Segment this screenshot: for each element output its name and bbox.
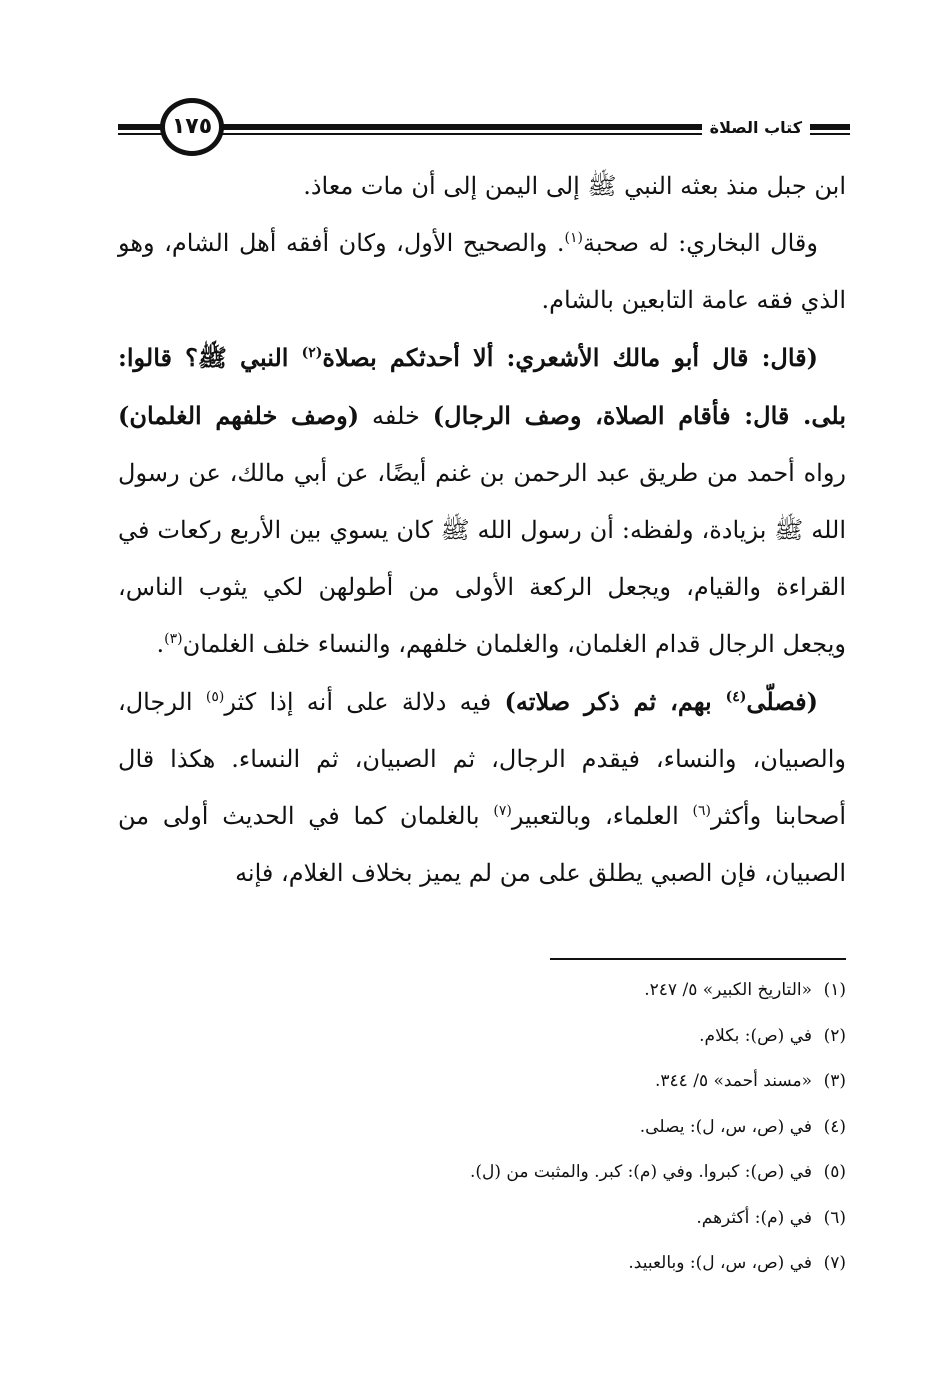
running-title-box [702, 112, 810, 142]
paragraph-3-bold-c: (وصف خلفهم الغلمان) [118, 401, 360, 430]
footnote-text: «التاريخ الكبير» ٥/ ٢٤٧. [644, 980, 812, 1000]
paragraph-4-bold-a: (فصلّى [746, 687, 819, 716]
footnote-ref-7: (٧) [493, 803, 512, 819]
footnote-number: (٧) [823, 1253, 846, 1273]
page-number-ring [160, 98, 224, 156]
paragraph-3-end: . [156, 630, 165, 658]
paragraph-2 [118, 215, 846, 329]
footnote-ref-6: (٦) [692, 803, 711, 819]
paragraph-4 [118, 673, 846, 902]
footnote-text: في (م): أكثرهم. [696, 1207, 812, 1228]
page-number: ١٧٥ [171, 114, 213, 139]
page-header [118, 98, 850, 158]
paragraph-2-text-b: . والصحيح الأول، وكان أفقه أهل الشام، وهو الذي فقه عامة التابعين بالشام. [118, 229, 846, 314]
footnote-rule [550, 958, 846, 960]
paragraph-4-plain-a: فيه دلالة على أنه إذا كثر [224, 688, 505, 716]
paragraph-3 [118, 329, 846, 673]
footnote-5 [300, 1150, 846, 1196]
footnote-6 [300, 1196, 846, 1242]
paragraph-3-bold-b: النبي ﷺ؟ قالوا: بلى. قال: فأقام الصلاة، وصف الرجال) [118, 343, 847, 430]
paragraph-4-plain-b: الرجال، والصبيان، والنساء، فيقدم الرجال، ثم الصبيان، ثم النساء. هكذا قال أصحابنا وأكثر [118, 688, 847, 830]
footnote-number: (٦) [823, 1207, 846, 1228]
footnote-number: (٤) [823, 1116, 846, 1137]
footnote-text: في (ص): كبروا. وفي (م): كبر. والمثبت من (ل). [469, 1162, 812, 1182]
footnote-text: في (ص، س، ل): وبالعبيد. [628, 1253, 812, 1273]
footnote-3 [300, 1059, 846, 1105]
footnote-1 [300, 968, 846, 1014]
footnote-ref-2: (٢) [301, 345, 323, 361]
footnote-ref-3: (٣) [164, 631, 183, 647]
footnote-text: في (ص): بكلام. [699, 1025, 812, 1046]
main-text [118, 158, 846, 902]
footnote-ref-5: (٥) [205, 689, 225, 705]
footnote-number: (٣) [823, 1071, 846, 1091]
footnote-number: (٢) [823, 1025, 846, 1046]
paragraph-3-plain-a: خلفه [359, 402, 433, 430]
footnote-number: (٥) [823, 1162, 846, 1182]
footnote-4 [300, 1105, 846, 1151]
running-title: كتاب الصلاة [709, 117, 802, 137]
footnote-text: في (ص، س، ل): يصلى. [639, 1116, 812, 1137]
footnote-ref-1: (١) [564, 230, 583, 246]
paragraph-4-plain-d: بالغلمان كما في الحديث أولى من الصبيان، فإن الصبي يطلق على من لم يميز بخلاف الغلام، فإنه [118, 802, 846, 887]
footnote-ref-4: (٤) [725, 689, 747, 705]
paragraph-3-bold-a: (قال: قال أبو مالك الأشعري: ألا أحدثكم بصلاة [322, 343, 819, 372]
paragraph-3-plain-b: رواه أحمد من طريق عبد الرحمن بن غنم أيضًا، عن أبي مالك، عن رسول الله ﷺ بزيادة، ولفظه: أن رسول الله ﷺ كان يسوي بين الأربع ركعات في القراءة والقيام، ويجعل الركعة الأولى من أطولهن لكي يثوب الناس، ويجعل الرجال قدام الغلمان، والغلمان خلفهم، والنساء خلف الغلمان [118, 459, 846, 658]
paragraph-4-bold-b: بهم، ثم ذكر صلاته) [504, 687, 726, 716]
footnote-2 [300, 1014, 846, 1060]
footnote-number: (١) [823, 980, 846, 1000]
footnote-7 [300, 1241, 846, 1287]
footnote-text: «مسند أحمد» ٥/ ٣٤٤. [654, 1071, 812, 1091]
paragraph-2-text-a: وقال البخاري: له صحبة [582, 229, 818, 257]
footnotes [300, 968, 846, 1287]
paragraph-4-plain-c: العلماء، وبالتعبير [511, 802, 693, 830]
paragraph-1: ابن جبل منذ بعثه النبي ﷺ إلى اليمن إلى أن مات معاذ. [303, 172, 846, 200]
